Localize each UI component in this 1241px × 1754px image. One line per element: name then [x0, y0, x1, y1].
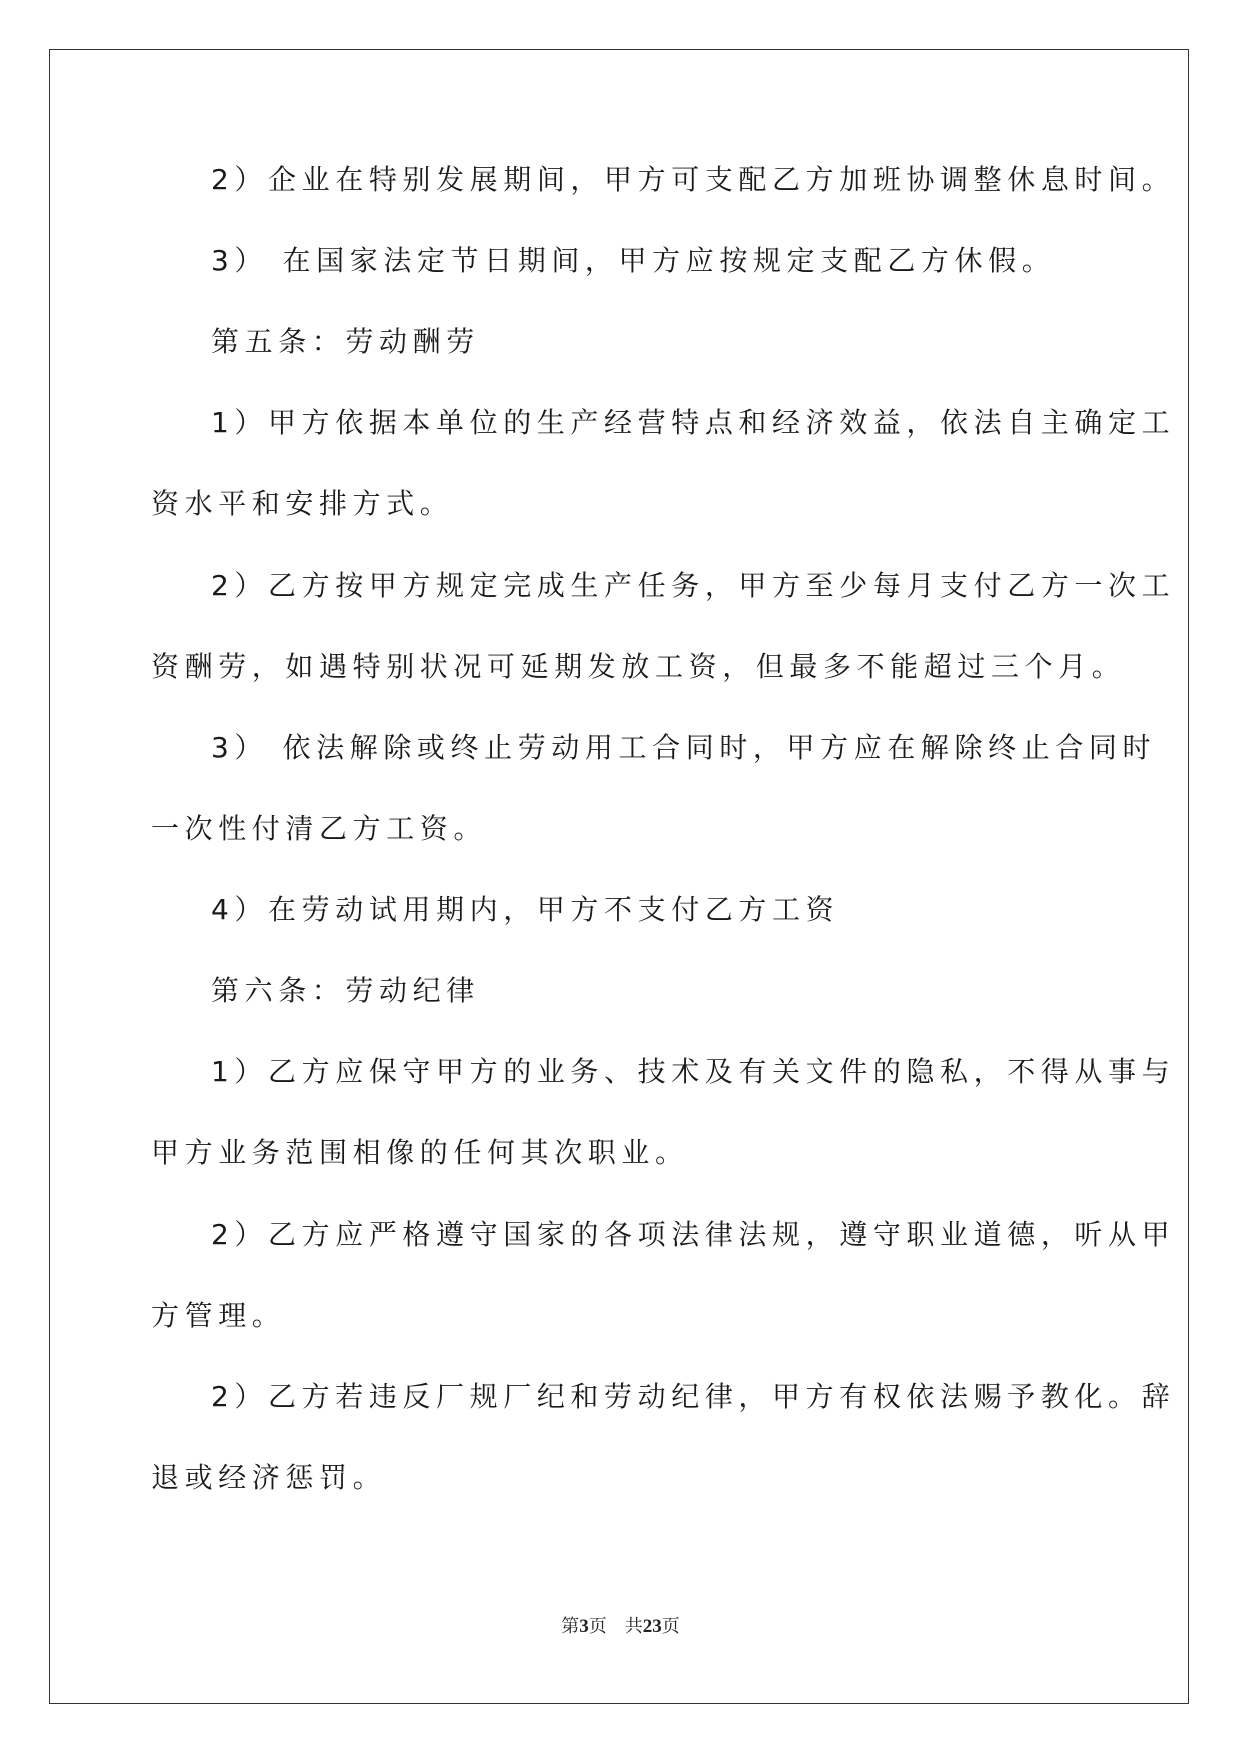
clause-line: 1）乙方应保守甲方的业务、技术及有关文件的隐私，不得从事与 [211, 1055, 1176, 1088]
clause-line: 4）在劳动试用期内，甲方不支付乙方工资 [211, 893, 840, 926]
clause-continuation: 退或经济惩罚。 [151, 1461, 387, 1494]
clause-line: 2）企业在特别发展期间，甲方可支配乙方加班协调整休息时间。 [211, 163, 1176, 196]
clause-line: 2）乙方按甲方规定完成生产任务，甲方至少每月支付乙方一次工 [211, 569, 1176, 602]
total-prefix: 共 [624, 1616, 643, 1637]
page-number: 3 [579, 1616, 589, 1637]
section-heading: 第五条：劳动酬劳 [211, 325, 480, 358]
clause-continuation: 资水平和安排方式。 [151, 487, 454, 520]
page-footer [0, 1615, 1241, 1639]
clause-line: 3） 在国家法定节日期间，甲方应按规定支配乙方休假。 [211, 244, 1056, 277]
page-prefix: 第 [561, 1616, 580, 1637]
section-heading: 第六条：劳动纪律 [211, 974, 480, 1007]
page-border [49, 49, 1189, 1704]
clause-line: 3） 依法解除或终止劳动用工合同时，甲方应在解除终止合同时 [211, 731, 1157, 764]
total-suffix: 页 [661, 1616, 680, 1637]
clause-continuation: 一次性付清乙方工资。 [151, 812, 488, 845]
clause-line: 1）甲方依据本单位的生产经营特点和经济效益，依法自主确定工 [211, 406, 1176, 439]
clause-line: 2）乙方若违反厂规厂纪和劳动纪律，甲方有权依法赐予教化。辞 [211, 1380, 1176, 1413]
total-pages: 23 [642, 1616, 662, 1637]
clause-continuation: 方管理。 [151, 1299, 286, 1332]
clause-continuation: 资酬劳，如遇特别状况可延期发放工资，但最多不能超过三个月。 [151, 650, 1126, 683]
clause-line: 2）乙方应严格遵守国家的各项法律法规，遵守职业道德，听从甲 [211, 1218, 1176, 1251]
page-suffix: 页 [588, 1616, 607, 1637]
clause-continuation: 甲方业务范围相像的任何其次职业。 [151, 1136, 689, 1169]
